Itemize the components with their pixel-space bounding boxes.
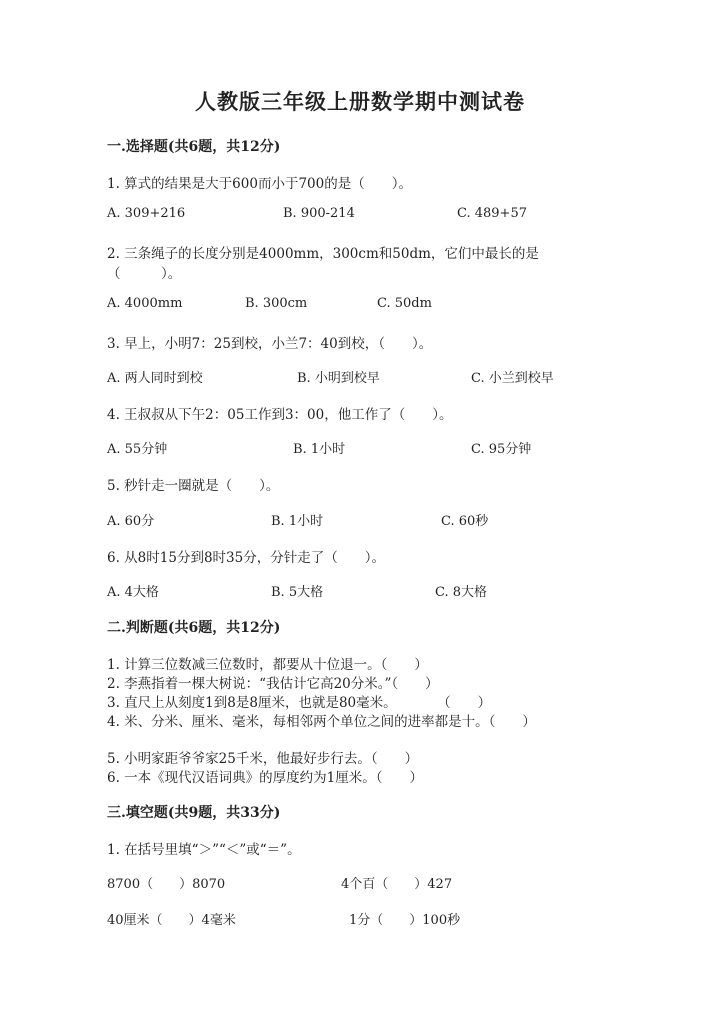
question-text: 6. 从8时15分到8时35分，分针走了（ ）。: [107, 550, 385, 566]
option-b: B. 900-214: [283, 206, 355, 221]
option-c: C. 489+57: [457, 206, 527, 221]
option-a: A. 309+216: [107, 206, 186, 221]
option-b: B. 5大格: [271, 585, 324, 600]
page-title: 人教版三年级上册数学期中测试卷: [195, 89, 525, 114]
option-b: B. 1小时: [293, 442, 346, 457]
option-c: C. 95分钟: [471, 442, 532, 457]
option-c: C. 50dm: [377, 296, 432, 311]
option-a: A. 55分钟: [107, 442, 168, 457]
option-a: A. 60分: [107, 514, 155, 529]
question-text: 1. 算式的结果是大于600而小于700的是（ ）。: [107, 176, 412, 192]
option-b: B. 300cm: [245, 296, 308, 311]
option-c: C. 小兰到校早: [471, 371, 554, 386]
question-text: 2. 三条绳子的长度分别是4000mm，300cm和50dm，它们中最长的是: [107, 246, 539, 262]
section-heading-fill: 三.填空题(共9题，共33分): [107, 805, 281, 821]
question-text: 4. 王叔叔从下午2：05工作到3：00，他工作了（ ）。: [107, 407, 453, 423]
question-text: 3. 早上，小明7：25到校，小兰7：40到校，（ ）。: [107, 336, 433, 352]
judge-item: 3. 直尺上从刻度1到8是8厘米，也就是80毫米。 （ ）: [107, 695, 492, 711]
judge-item: 1. 计算三位数减三位数时，都要从十位退一。（ ）: [107, 657, 428, 673]
compare-item: 1分（ ）100秒: [349, 913, 461, 928]
question-text: 5. 秒针走一圈就是（ ）。: [107, 478, 280, 494]
section-heading-judge: 二.判断题(共6题，共12分): [107, 620, 281, 636]
judge-item: 5. 小明家距爷爷家25千米，他最好步行去。（ ）: [107, 751, 419, 767]
option-c: C. 8大格: [435, 585, 488, 600]
question-text-continued: （ ）。: [107, 266, 182, 282]
option-a: A. 4大格: [107, 585, 159, 600]
judge-item: 4. 米、分米、厘米、毫米，每相邻两个单位之间的进率都是十。（ ）: [107, 714, 536, 730]
option-b: B. 小明到校早: [297, 371, 380, 386]
option-c: C. 60秒: [441, 514, 489, 529]
option-a: A. 两人同时到校: [107, 371, 203, 386]
option-b: B. 1小时: [271, 514, 324, 529]
compare-item: 4个百（ ）427: [341, 877, 453, 892]
section-heading-choice: 一.选择题(共6题，共12分): [107, 139, 281, 155]
judge-item: 6. 一本《现代汉语词典》的厚度约为1厘米。（ ）: [107, 770, 424, 786]
option-a: A. 4000mm: [107, 296, 183, 311]
question-text: 1. 在括号里填“＞”“＜”或“＝”。: [107, 842, 301, 858]
compare-item: 40厘米（ ）4毫米: [107, 913, 236, 928]
compare-item: 8700（ ）8070: [107, 877, 226, 892]
judge-item: 2. 李燕指着一棵大树说：“我估计它高20分米。”（ ）: [107, 676, 439, 692]
